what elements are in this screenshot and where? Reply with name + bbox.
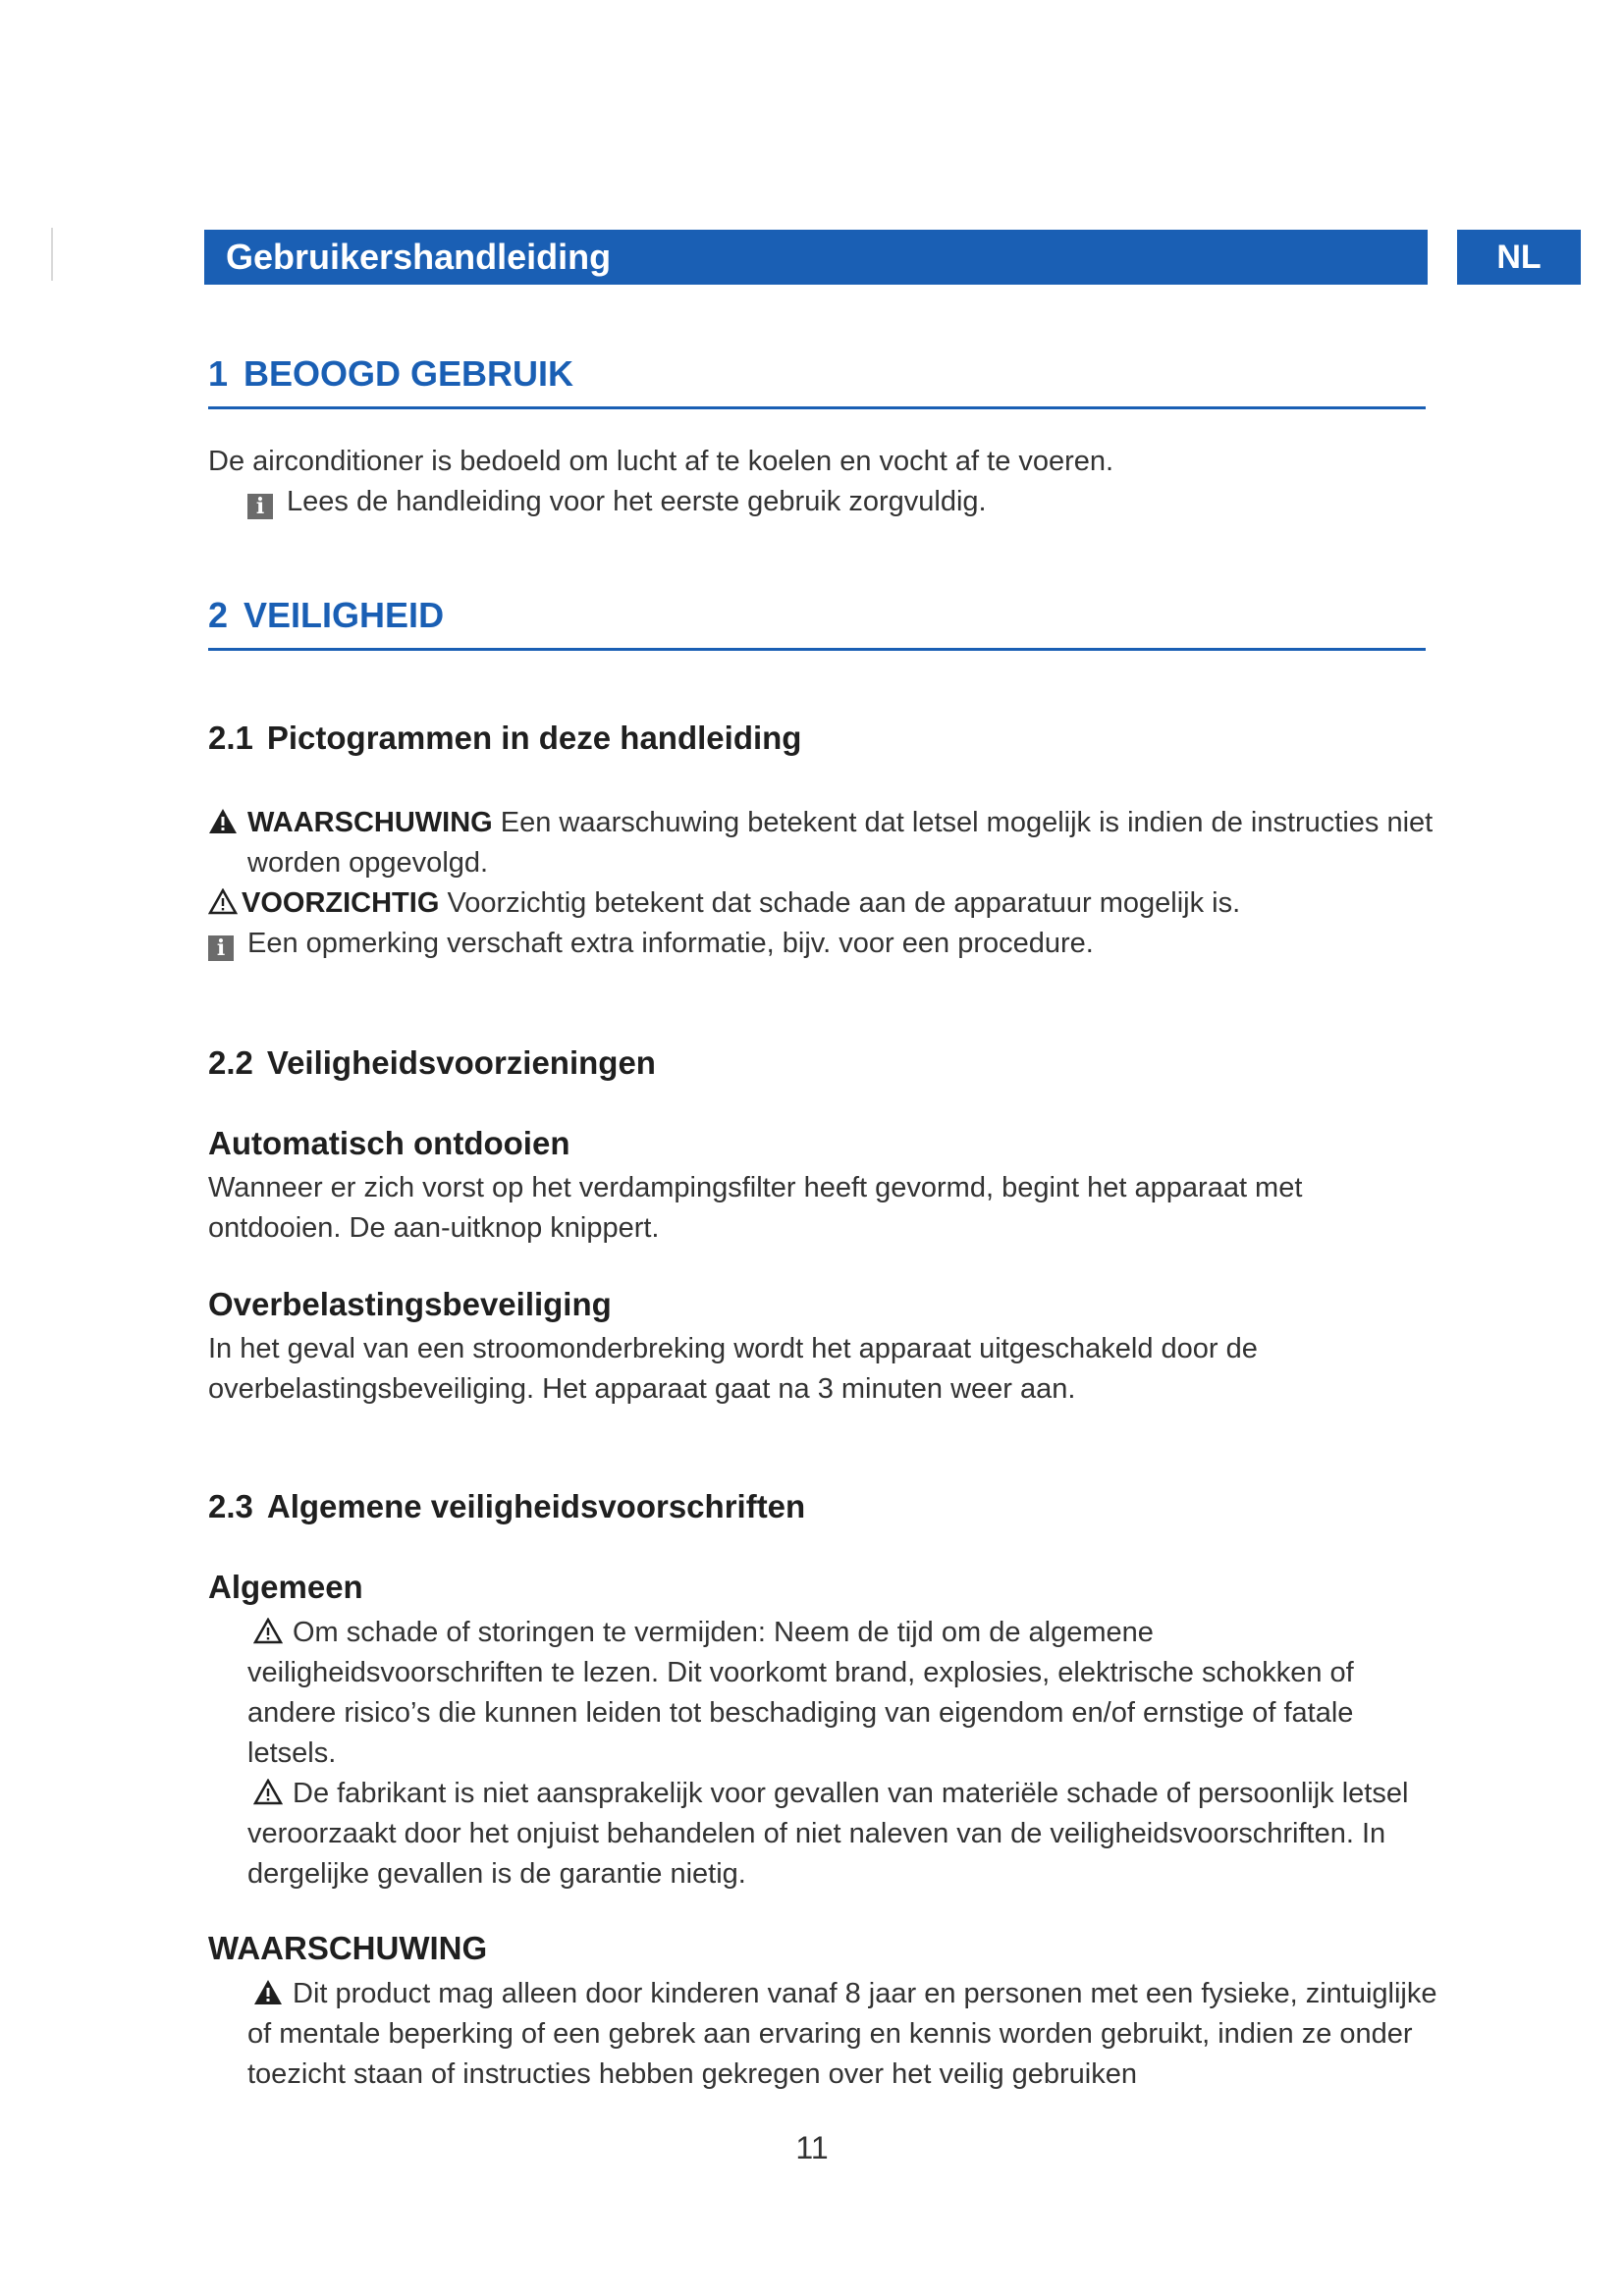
subsection-title: Algemene veiligheidsvoorschriften [266, 1488, 806, 1524]
caution-outline-icon [253, 1618, 283, 1644]
manual-header-bar: Gebruikershandleiding [204, 230, 1428, 285]
section-title: BEOOGD GEBRUIK [244, 353, 574, 394]
overload-heading: Overbelastingsbeveiliging [208, 1286, 612, 1322]
overload-text: In het geval van een stroomonderbreking wordt het apparaat uitgeschakeld door de overbelastingsbeveiliging. Het apparaat gaat na 3 minuten weer aan. [208, 1333, 1258, 1405]
caution-text: Voorzichtig betekent dat schade aan de apparatuur mogelijk is. [447, 887, 1241, 919]
general-heading: Algemeen [208, 1569, 363, 1605]
warning-paragraph-1 [247, 1974, 1445, 2095]
subsection-2-1-heading [208, 720, 801, 757]
defrost-heading: Automatisch ontdooien [208, 1125, 570, 1161]
caution-outline-icon [208, 888, 238, 915]
language-badge: NL [1457, 230, 1581, 285]
pictogram-caution [208, 883, 1435, 924]
info-icon: i [247, 494, 273, 519]
section-title: VEILIGHEID [244, 595, 445, 635]
section-number: 1 [208, 353, 229, 394]
warning-filled-icon [208, 808, 238, 834]
general-paragraph-1 [247, 1613, 1426, 1774]
subsection-2-3-heading [208, 1488, 805, 1525]
general-paragraph-2 [247, 1774, 1485, 1895]
section-2-heading [208, 595, 1426, 651]
general-text-2: De fabrikant is niet aansprakelijk voor gevallen van materiële schade of persoonlijk letsel veroorzaakt door het onjuist behandelen of niet naleven van de veiligheidsvoorschriften. In dergelijke gevallen is de garantie nietig. [247, 1778, 1409, 1890]
warning-text: Een waarschuwing betekent dat letsel mogelijk is indien de instructies niet worden opgevolgd. [247, 807, 1434, 879]
subsection-title: Veiligheidsvoorzieningen [266, 1044, 656, 1081]
page-number: 11 [795, 2130, 829, 2165]
pictogram-warning [208, 803, 1475, 883]
section-1-text: De airconditioner is bedoeld om lucht af te koelen en vocht af te voeren. [208, 446, 1114, 477]
note-text: Lees de handleiding voor het eerste gebruik zorgvuldig. [287, 486, 987, 517]
info-icon: i [208, 935, 234, 961]
warning-filled-icon [253, 1979, 283, 2005]
subsection-2-2-heading [208, 1044, 656, 1082]
subsection-number: 2.3 [208, 1488, 253, 1524]
warning-heading: WAARSCHUWING [208, 1930, 488, 1966]
subsection-title: Pictogrammen in deze handleiding [266, 720, 802, 756]
caution-outline-icon [253, 1779, 283, 1805]
warning-keyword: WAARSCHUWING [247, 807, 493, 838]
section-number: 2 [208, 595, 229, 635]
defrost-text: Wanneer er zich vorst op het verdampingsfilter heeft gevormd, begint het apparaat met ontdooien. De aan-uitknop knippert. [208, 1172, 1303, 1244]
subsection-number: 2.2 [208, 1044, 253, 1081]
subsection-number: 2.1 [208, 720, 253, 756]
pictogram-note [208, 924, 1435, 964]
warning-text: Dit product mag alleen door kinderen vanaf 8 jaar en personen met een fysieke, zintuiglijke of mentale beperking of een gebrek aan ervaring en kennis worden gebruikt, indien ze onder toezicht staan of instructies hebben gekregen over het veilig gebruiken [247, 1978, 1437, 2090]
margin-rule [51, 228, 53, 281]
section-1-note [247, 482, 1485, 522]
general-text-1: Om schade of storingen te vermijden: Neem de tijd om de algemene veiligheidsvoorschriften te lezen. Dit voorkomt brand, explosies, elektrische schokken of andere risico’s die kunnen leiden tot beschadiging van eigendom en/of ernstige of fatale letsels. [247, 1617, 1354, 1769]
section-1-heading [208, 353, 1426, 409]
note-text: Een opmerking verschaft extra informatie, bijv. voor een procedure. [247, 928, 1094, 959]
caution-keyword: VOORZICHTIG [242, 887, 440, 919]
